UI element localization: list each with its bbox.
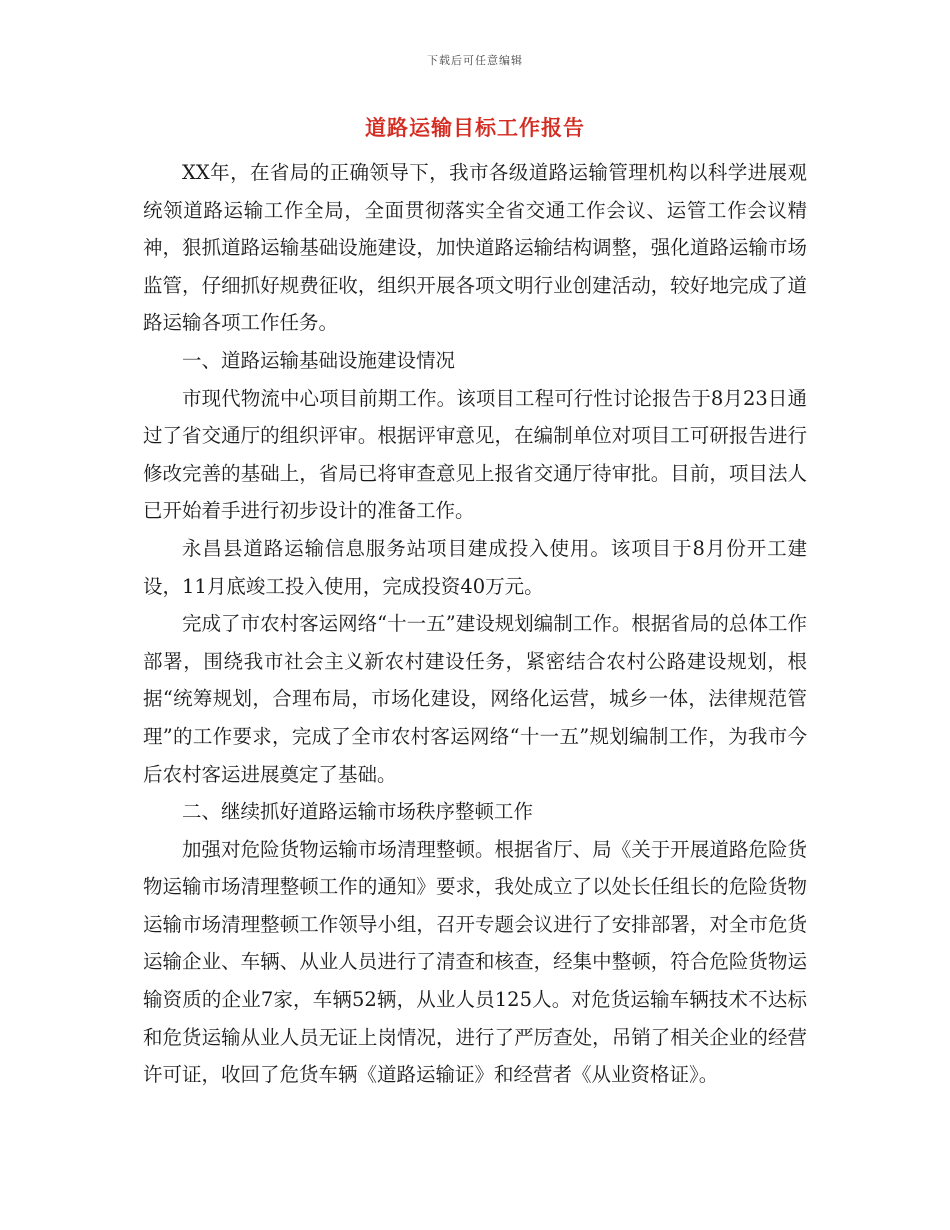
paragraph-hazardous-goods: 加强对危险货物运输市场清理整顿。根据省厅、局《关于开展道路危险货物运输市场清理整顿工作的通知》要求，我处成立了以处长任组长的危险货物运输市场清理整顿工作领导小组，召开专题会议进行了安排部署，对全市危货运输企业、车辆、从业人员进行了清查和核查，经集中整顿，符合危险货物运输资质的企业7家，车辆52辆，从业人员125人。对危货运输车辆技术不达标和危货运输从业人员无证上岗情况，进行了严厉查处，吊销了相关企业的经营许可证，收回了危货车辆《道路运输证》和经营者《从业资格证》。 <box>143 837 807 1087</box>
document-title: 道路运输目标工作报告 <box>365 115 585 140</box>
paragraph-rural-network: 完成了市农村客运网络“十一五”建设规划编制工作。根据省局的总体工作部署，围绕我市社会主义新农村建设任务，紧密结合农村公路建设规划，根据“统筹规划，合理布局，市场化建设，网络化运营，城乡一体，法律规范管理”的工作要求，完成了全市农村客运网络“十一五”规划编制工作，为我市今后农村客运进展奠定了基础。 <box>143 612 807 786</box>
document-body <box>143 154 807 1094</box>
paragraph-logistics-center: 市现代物流中心项目前期工作。该项目工程可行性讨论报告于8月23日通过了省交通厅的组织评审。根据评审意见，在编制单位对项目工可研报告进行修改完善的基础上，省局已将审查意见上报省交通厅待审批。目前，项目法人已开始着手进行初步设计的准备工作。 <box>143 386 807 523</box>
header-note: 下载后可任意编辑 <box>427 54 523 67</box>
paragraph-intro: XX年，在省局的正确领导下，我市各级道路运输管理机构以科学进展观统领道路运输工作全局，全面贯彻落实全省交通工作会议、运管工作会议精神，狠抓道路运输基础设施建设，加快道路运输结构调整，强化道路运输市场监管，仔细抓好规费征收，组织开展各项文明行业创建活动，较好地完成了道路运输各项工作任务。 <box>143 161 807 335</box>
paragraph-yongchang-station: 永昌县道路运输信息服务站项目建成投入使用。该项目于8月份开工建设，11月底竣工投入使用，完成投资40万元。 <box>143 536 807 598</box>
section-heading-2: 二、继续抓好道路运输市场秩序整顿工作 <box>182 800 534 824</box>
section-heading-1: 一、道路运输基础设施建设情况 <box>182 348 456 372</box>
